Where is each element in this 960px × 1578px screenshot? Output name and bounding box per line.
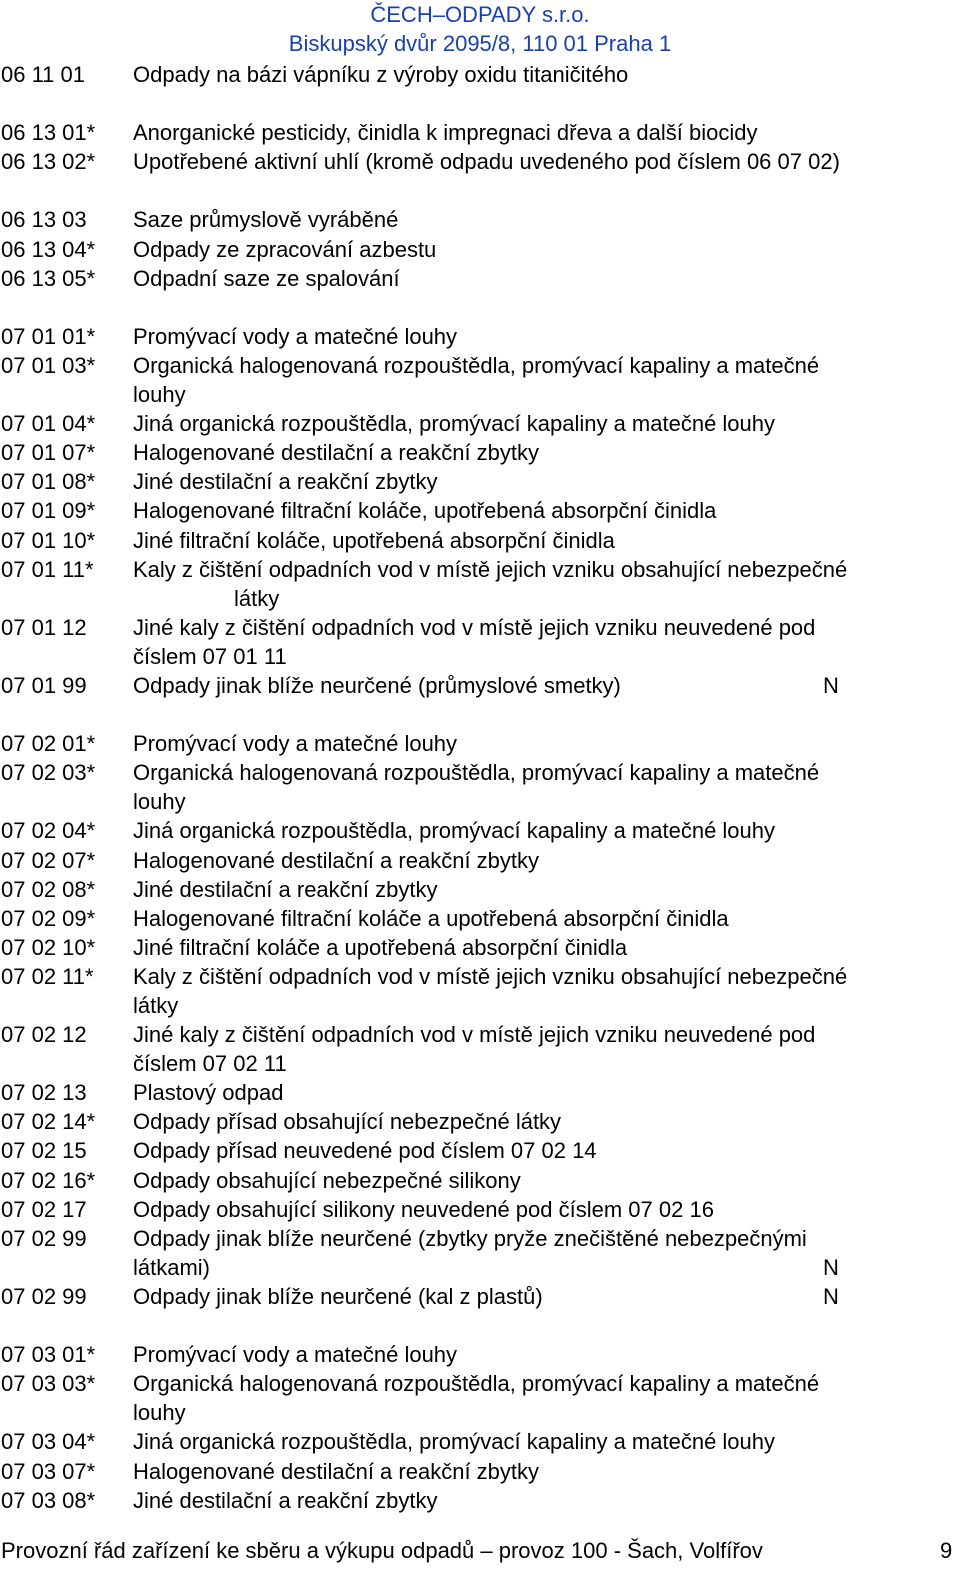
waste-description: Saze průmyslově vyráběné [133, 207, 399, 233]
waste-code: 07 02 04* [1, 818, 96, 844]
waste-row [0, 322, 960, 351]
waste-row [0, 642, 960, 671]
page-number: 9 [940, 1538, 953, 1563]
waste-description: Organická halogenovaná rozpouštědla, promývací kapaliny a matečné [133, 1371, 820, 1397]
waste-description: louhy [133, 789, 186, 815]
company-name: ČECH–ODPADY s.r.o. [370, 2, 590, 27]
waste-description: Organická halogenovaná rozpouštědla, promývací kapaliny a matečné [133, 760, 820, 786]
waste-code: 07 03 07* [1, 1458, 96, 1484]
waste-code: 06 11 01 [1, 62, 86, 87]
waste-code: 07 01 01* [1, 323, 96, 349]
waste-code-list [0, 60, 960, 1515]
waste-code: 07 01 08* [1, 469, 96, 495]
waste-row [0, 235, 960, 264]
waste-row [0, 787, 960, 816]
waste-row [0, 1020, 960, 1049]
waste-description: Jiná organická rozpouštědla, promývací kapaliny a matečné louhy [133, 818, 776, 844]
waste-row [0, 1340, 960, 1369]
waste-code: 07 01 12 [1, 614, 87, 640]
waste-code: 07 03 08* [1, 1487, 96, 1513]
waste-description: Odpady obsahující silikony neuvedené pod číslem 07 02 16 [133, 1196, 714, 1222]
waste-row [0, 351, 960, 380]
waste-description: Odpady jinak blíže neurčené (průmyslové smetky) [133, 672, 621, 698]
waste-row [0, 526, 960, 555]
waste-row [0, 1282, 960, 1311]
waste-code: 06 13 03 [1, 207, 87, 233]
waste-description: Halogenované destilační a reakční zbytky [133, 440, 540, 466]
waste-code: 07 01 07* [1, 440, 96, 466]
waste-description: Jiné destilační a reakční zbytky [133, 469, 438, 495]
waste-description: látky [234, 585, 280, 611]
waste-description: Promývací vody a matečné louhy [133, 323, 458, 349]
waste-row [0, 380, 960, 409]
section-gap [0, 1311, 960, 1340]
waste-code: 06 13 02* [1, 149, 96, 175]
waste-code: 07 02 11* [1, 963, 94, 989]
waste-flag: N [823, 1283, 839, 1309]
waste-row [0, 875, 960, 904]
waste-row [0, 584, 960, 613]
waste-row [0, 438, 960, 467]
waste-code: 06 13 01* [1, 120, 96, 146]
waste-code: 07 02 16* [1, 1167, 96, 1193]
waste-row [0, 933, 960, 962]
waste-description: Odpady přísad obsahující nebezpečné látky [133, 1109, 562, 1135]
waste-code: 07 02 13 [1, 1080, 87, 1106]
waste-description: číslem 07 01 11 [133, 643, 287, 669]
section-gap [0, 176, 960, 205]
waste-description: Kaly z čištění odpadních vod v místě jejich vzniku obsahující nebezpečné [133, 556, 848, 582]
waste-row [0, 904, 960, 933]
waste-row [0, 1107, 960, 1136]
waste-description: Odpady ze zpracování azbestu [133, 236, 437, 262]
waste-description: Jiná organická rozpouštědla, promývací kapaliny a matečné louhy [133, 411, 776, 437]
waste-row [0, 1136, 960, 1165]
footer-text: Provozní řád zařízení ke sběru a výkupu odpadů – provoz 100 - Šach, Volfířov [1, 1538, 763, 1563]
section-gap [0, 700, 960, 729]
waste-row [0, 496, 960, 525]
waste-row [0, 613, 960, 642]
waste-description: Odpadní saze ze spalování [133, 265, 400, 291]
waste-code: 07 03 01* [1, 1342, 96, 1368]
waste-row [0, 846, 960, 875]
waste-description: louhy [133, 1400, 186, 1426]
waste-code: 07 01 99 [1, 672, 87, 698]
waste-description: Kaly z čištění odpadních vod v místě jejich vzniku obsahující nebezpečné [133, 963, 848, 989]
waste-flag: N [823, 672, 839, 698]
waste-code: 07 02 01* [1, 731, 96, 757]
waste-row [0, 1398, 960, 1427]
waste-description: louhy [133, 382, 186, 408]
waste-row [0, 1369, 960, 1398]
waste-row [0, 264, 960, 293]
page-footer [0, 1534, 960, 1568]
waste-description: Plastový odpad [133, 1080, 284, 1106]
waste-description: Anorganické pesticidy, činidla k impregnaci dřeva a další biocidy [133, 120, 758, 146]
waste-row [0, 60, 960, 89]
waste-row [0, 962, 960, 991]
waste-code: 07 01 10* [1, 527, 96, 553]
waste-description: Odpady jinak blíže neurčené (kal z plastů) [133, 1283, 543, 1309]
waste-description: Organická halogenovaná rozpouštědla, promývací kapaliny a matečné [133, 352, 820, 378]
waste-row [0, 991, 960, 1020]
waste-code: 07 02 14* [1, 1109, 96, 1135]
waste-description: látkami) [133, 1254, 211, 1280]
waste-description: Halogenované destilační a reakční zbytky [133, 1458, 540, 1484]
waste-code: 07 02 07* [1, 847, 96, 873]
waste-description: Jiné destilační a reakční zbytky [133, 1487, 438, 1513]
waste-row [0, 1195, 960, 1224]
waste-description: Jiné filtrační koláče, upotřebená absorpční činidla [133, 527, 615, 553]
waste-row [0, 1078, 960, 1107]
waste-row [0, 118, 960, 147]
waste-description: Jiné kaly z čištění odpadních vod v místě jejich vzniku neuvedené pod [133, 1022, 816, 1048]
waste-description: Halogenované filtrační koláče a upotřebená absorpční činidla [133, 905, 729, 931]
waste-code: 07 01 04* [1, 411, 96, 437]
waste-description: Odpady na bázi vápníku z výroby oxidu titaničitého [133, 62, 629, 87]
waste-description: Odpady obsahující nebezpečné silikony [133, 1167, 521, 1193]
waste-description: Jiná organická rozpouštědla, promývací kapaliny a matečné louhy [133, 1429, 776, 1455]
waste-code: 07 03 03* [1, 1371, 96, 1397]
waste-description: Promývací vody a matečné louhy [133, 1342, 458, 1368]
waste-row [0, 1224, 960, 1253]
waste-code: 06 13 05* [1, 265, 96, 291]
waste-code: 07 02 99 [1, 1225, 87, 1251]
waste-row [0, 409, 960, 438]
waste-description: Odpady přísad neuvedené pod číslem 07 02 14 [133, 1138, 597, 1164]
waste-description: Jiné kaly z čištění odpadních vod v místě jejich vzniku neuvedené pod [133, 614, 816, 640]
waste-row [0, 1427, 960, 1456]
waste-code: 06 13 04* [1, 236, 96, 262]
waste-description: Promývací vody a matečné louhy [133, 731, 458, 757]
waste-description: Upotřebené aktivní uhlí (kromě odpadu uvedeného pod číslem 06 07 02) [133, 149, 840, 175]
waste-row [0, 555, 960, 584]
company-address: Biskupský dvůr 2095/8, 110 01 Praha 1 [288, 31, 672, 56]
section-gap [0, 293, 960, 322]
waste-row [0, 147, 960, 176]
waste-code: 07 02 09* [1, 905, 96, 931]
waste-code: 07 01 03* [1, 352, 96, 378]
waste-row [0, 816, 960, 845]
waste-description: číslem 07 02 11 [133, 1051, 287, 1077]
waste-row [0, 1457, 960, 1486]
waste-code: 07 02 10* [1, 934, 96, 960]
waste-description: Jiné destilační a reakční zbytky [133, 876, 438, 902]
waste-code: 07 02 17 [1, 1196, 87, 1222]
waste-description: Halogenované filtrační koláče, upotřebená absorpční činidla [133, 498, 717, 524]
waste-code: 07 01 11* [1, 556, 94, 582]
waste-description: Halogenované destilační a reakční zbytky [133, 847, 540, 873]
waste-code: 07 02 15 [1, 1138, 87, 1164]
waste-row [0, 205, 960, 234]
waste-row [0, 1253, 960, 1282]
waste-code: 07 02 03* [1, 760, 96, 786]
waste-description: Odpady jinak blíže neurčené (zbytky pryže znečištěné nebezpečnými [133, 1225, 807, 1251]
waste-row [0, 1486, 960, 1515]
waste-code: 07 02 12 [1, 1022, 87, 1048]
waste-code: 07 03 04* [1, 1429, 96, 1455]
waste-description: látky [133, 993, 179, 1018]
waste-row [0, 758, 960, 787]
waste-row [0, 671, 960, 700]
waste-description: Jiné filtrační koláče a upotřebená absorpční činidla [133, 934, 628, 960]
waste-code: 07 01 09* [1, 498, 96, 524]
waste-row [0, 1166, 960, 1195]
waste-code: 07 02 99 [1, 1283, 87, 1309]
waste-code: 07 02 08* [1, 876, 96, 902]
waste-row [0, 1049, 960, 1078]
waste-flag: N [823, 1254, 839, 1280]
waste-row [0, 729, 960, 758]
waste-row [0, 467, 960, 496]
section-gap [0, 89, 960, 118]
